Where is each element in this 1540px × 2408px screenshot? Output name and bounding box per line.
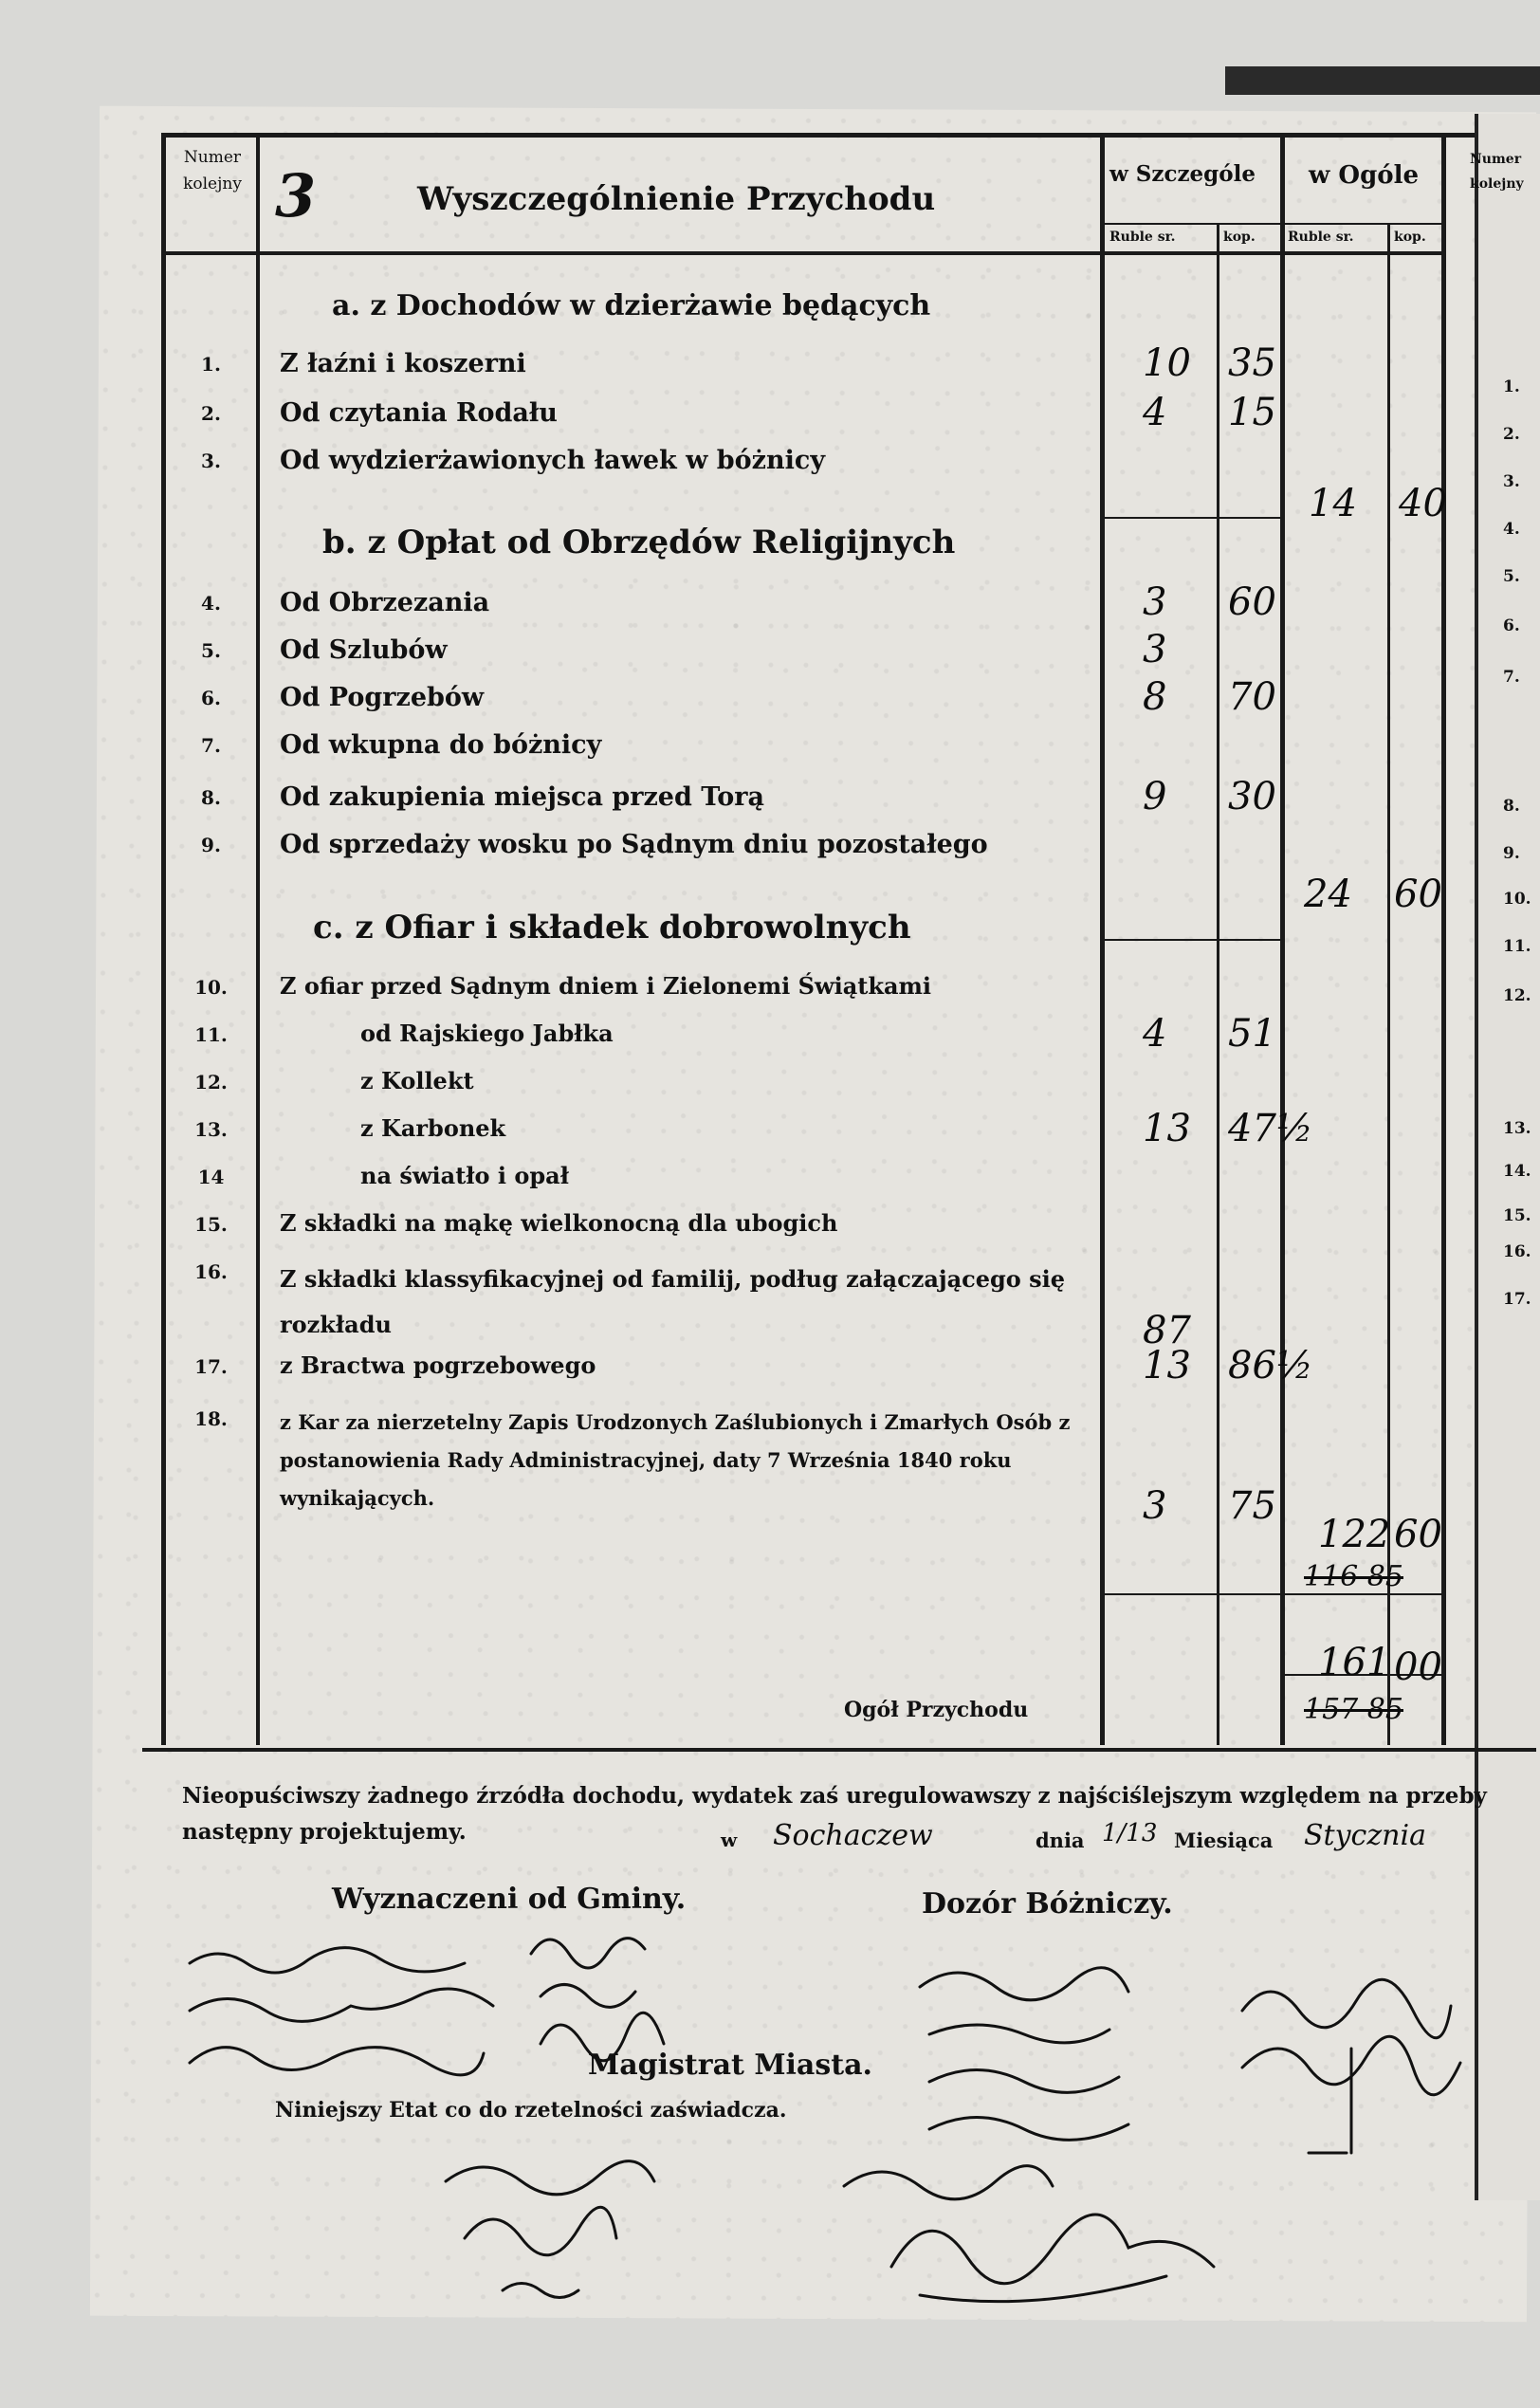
row-number: 2. xyxy=(201,402,221,425)
number-column-header: Numer kolejny xyxy=(183,148,242,193)
col-detail-kop xyxy=(1217,223,1219,1745)
synagogue-heading: Dozór Bóżniczy. xyxy=(922,1887,1173,1921)
row-detail-rubles: 10 xyxy=(1143,341,1191,385)
frame-top xyxy=(161,133,1475,138)
row-detail-rubles: 4 xyxy=(1143,1012,1167,1056)
grand-total-struck: 157 85 xyxy=(1304,1693,1403,1726)
adjacent-row-number: 4. xyxy=(1503,520,1520,539)
magistrate-heading: Magistrat Miasta. xyxy=(588,2049,872,2082)
col-number-divider xyxy=(256,133,260,1745)
section-a-total-rubles: 14 xyxy=(1309,482,1357,525)
row-number: 10. xyxy=(194,976,228,999)
adjacent-row-number: 8. xyxy=(1503,797,1520,816)
month-label: Miesiąca xyxy=(1174,1829,1274,1852)
row-description: Od sprzedaży wosku po Sądnym dniu pozostałego xyxy=(280,830,988,859)
section-b-total-rubles: 24 xyxy=(1304,873,1352,916)
detail-rubles-header: Ruble sr. xyxy=(1109,230,1176,245)
adjacent-row-number: 14. xyxy=(1503,1162,1531,1181)
signatures-image xyxy=(180,1925,1508,2362)
row-detail-rubles: 8 xyxy=(1143,675,1167,719)
row-detail-kop: 30 xyxy=(1228,775,1276,818)
frame-left xyxy=(161,133,166,1745)
page-title: Wyszczególnienie Przychodu xyxy=(417,180,936,218)
row-number: 7. xyxy=(201,734,221,757)
row-number: 3. xyxy=(201,450,221,472)
header-bottom xyxy=(161,251,1446,255)
detail-rule-c xyxy=(1105,1593,1285,1595)
row-description: Od Obrzezania xyxy=(280,588,490,617)
row-number: 16. xyxy=(194,1260,228,1283)
grand-total-kop: 00 xyxy=(1394,1645,1442,1689)
row-number: 18. xyxy=(194,1407,228,1430)
row-number: 8. xyxy=(201,786,221,809)
row-description: Od wkupna do bóżnicy xyxy=(280,730,602,760)
total-column-header: w Ogóle xyxy=(1309,161,1420,190)
adjacent-row-number: 7. xyxy=(1503,668,1520,687)
place-name: Sochaczew xyxy=(773,1819,933,1852)
section-c-total-kop: 60 xyxy=(1394,1513,1442,1556)
row-number: 6. xyxy=(201,687,221,709)
adjacent-row-number: 3. xyxy=(1503,472,1520,491)
row-description: na światło i opał xyxy=(360,1162,569,1189)
day-label: dnia xyxy=(1036,1829,1085,1852)
row-description: Z składki klassyfikacyjnej od familij, podług załączającego się rozkładu xyxy=(280,1265,1066,1338)
section-c-heading: c. z Ofiar i składek dobrowolnych xyxy=(313,909,911,947)
col-total-right xyxy=(1441,133,1446,1745)
adjacent-row-number: 9. xyxy=(1503,844,1520,863)
row-number: 9. xyxy=(201,834,221,856)
row-detail-rubles: 3 xyxy=(1143,580,1167,624)
adjacent-row-number: 15. xyxy=(1503,1206,1531,1225)
adjacent-row-number: 16. xyxy=(1503,1242,1531,1261)
total-rule-c xyxy=(1285,1593,1446,1595)
row-number: 4. xyxy=(201,592,221,615)
row-description: z Karbonek xyxy=(360,1114,506,1142)
row-number: 15. xyxy=(194,1213,228,1236)
detail-rule-b xyxy=(1105,939,1285,941)
row-number: 13. xyxy=(194,1118,228,1141)
row-number: 14 xyxy=(197,1166,225,1188)
grand-total-rubles: 161 xyxy=(1318,1641,1391,1684)
total-kop-header: kop. xyxy=(1394,230,1426,245)
row-detail-kop: 51 xyxy=(1228,1012,1276,1056)
section-c-total-rubles: 122 xyxy=(1318,1513,1391,1556)
subheader-line xyxy=(1100,223,1446,225)
detail-column-header: w Szczególe xyxy=(1109,161,1256,187)
row-description: z Bractwa pogrzebowego xyxy=(280,1351,596,1379)
page-number: 3 xyxy=(275,161,317,230)
adjacent-row-number: 12. xyxy=(1503,986,1531,1005)
detail-rule-a xyxy=(1105,517,1285,519)
grand-total-label: Ogół Przychodu xyxy=(844,1698,1029,1722)
statement-line-2: następny projektujemy. xyxy=(182,1819,467,1845)
adjacent-row-number: 10. xyxy=(1503,890,1531,909)
row-detail-kop: 60 xyxy=(1228,580,1276,624)
row-detail-rubles: 13 xyxy=(1143,1344,1191,1388)
certification-text: Niniejszy Etat co do rzetelności zaświadcza. xyxy=(275,2098,787,2123)
adjacent-number-header: Numer kolejny xyxy=(1470,152,1524,192)
row-number: 17. xyxy=(194,1355,228,1378)
row-detail-kop: 86½ xyxy=(1228,1344,1313,1388)
row-description: od Rajskiego Jabłka xyxy=(360,1020,614,1047)
row-detail-kop: 15 xyxy=(1228,391,1276,434)
row-description: Od zakupienia miejsca przed Torą xyxy=(280,782,764,812)
row-number: 12. xyxy=(194,1071,228,1094)
section-a-total-kop: 40 xyxy=(1399,482,1447,525)
adjacent-row-number: 5. xyxy=(1503,567,1520,586)
place-prefix: w xyxy=(721,1829,738,1851)
row-detail-kop: 75 xyxy=(1228,1484,1276,1528)
row-number: 5. xyxy=(201,639,221,662)
row-description: Od Szlubów xyxy=(280,635,448,665)
adjacent-row-number: 17. xyxy=(1503,1290,1531,1309)
row-detail-kop: 70 xyxy=(1228,675,1276,719)
section-b-total-kop: 60 xyxy=(1394,873,1442,916)
section-b-heading: b. z Opłat od Obrzędów Religijnych xyxy=(322,524,956,561)
row-description: Z łaźni i koszerni xyxy=(280,349,526,378)
row-description: z Kar za nierzetelny Zapis Urodzonych Zaślubionych i Zmarłych Osób z postanowienia Rady Administracyjnej, daty 7 Września 1840 roku wynikających. xyxy=(280,1410,1071,1510)
adjacent-row-number: 11. xyxy=(1503,937,1531,956)
adjacent-row-number: 13. xyxy=(1503,1119,1531,1138)
row-detail-rubles: 3 xyxy=(1143,628,1167,671)
row-description: Od wydzierżawionych ławek w bóżnicy xyxy=(280,446,826,475)
adjacent-row-number: 1. xyxy=(1503,377,1520,396)
row-detail-rubles: 9 xyxy=(1143,775,1167,818)
detail-kop-header: kop. xyxy=(1223,230,1256,245)
commune-heading: Wyznaczeni od Gminy. xyxy=(332,1883,687,1916)
row-description: Z ofiar przed Sądnym dniem i Zielonemi Świątkami xyxy=(280,972,932,1000)
month-value: Stycznia xyxy=(1304,1819,1426,1852)
section-a-heading: a. z Dochodów w dzierżawie będących xyxy=(332,289,931,322)
row-detail-rubles: 4 xyxy=(1143,391,1167,434)
row-detail-rubles: 87 xyxy=(1143,1309,1191,1352)
row-detail-kop: 47½ xyxy=(1228,1107,1313,1150)
section-c-struck-total: 116 85 xyxy=(1304,1560,1403,1593)
row-detail-rubles: 3 xyxy=(1143,1484,1167,1528)
row-description: Od Pogrzebów xyxy=(280,683,485,712)
statement-line-1: Nieopuściwszy żadnego źrzódła dochodu, wydatek zaś uregulowawszy z najściślejszym względem na przeby xyxy=(182,1783,1487,1809)
day-value: 1/13 xyxy=(1102,1819,1158,1847)
row-description: Z składki na mąkę wielkonocną dla ubogich xyxy=(280,1209,838,1237)
adjacent-row-number: 2. xyxy=(1503,425,1520,444)
row-description: Od czytania Rodału xyxy=(280,398,558,428)
total-rubles-header: Ruble sr. xyxy=(1288,230,1354,245)
row-detail-rubles: 13 xyxy=(1143,1107,1191,1150)
row-number: 1. xyxy=(201,353,221,376)
row-detail-kop: 35 xyxy=(1228,341,1276,385)
frame-bottom xyxy=(142,1748,1536,1752)
row-number: 11. xyxy=(194,1023,228,1046)
row-description: z Kollekt xyxy=(360,1067,474,1094)
adjacent-row-number: 6. xyxy=(1503,616,1520,635)
scanner-edge xyxy=(1225,66,1540,95)
